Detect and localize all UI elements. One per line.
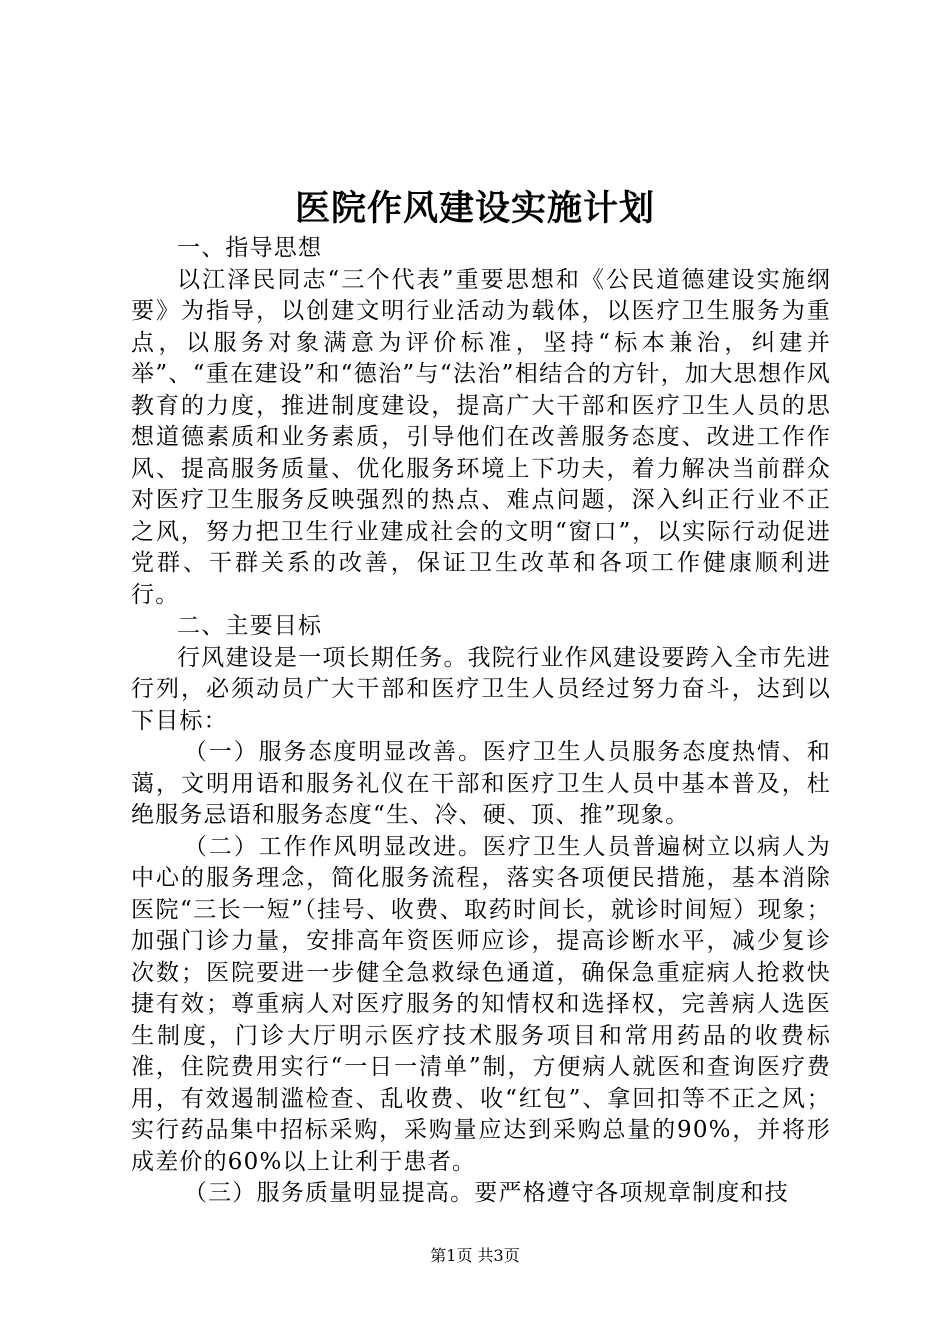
section-heading-main-goals: 二、主要目标 [177, 613, 323, 639]
paragraph-goal-2: （二）工作作风明显改进。医疗卫生人员普遍树立以病人为中心的服务理念，简化服务流程，落实各项便民措施，基本消除医院“三长一短”（挂号、收费、取药时间长，就诊时间短）现象；加强门诊力量，安排高年资医师应诊，提高诊断水平，减少复诊次数；医院要进一步健全急救绿色通道，确保急重症病人抢救快捷有效；尊重病人对医疗服务的知情权和选择权，完善病人选医生制度，门诊大厅明示医疗技术服务项目和常用药品的收费标准，住院费用实行“一日一清单”制，方便病人就医和查询医疗费用，有效遏制滥检查、乱收费、收“红包”、拿回扣等不正之风；实行药品集中招标采购，采购量应达到采购总量的90%，并将形成差价的60%以上让利于患者。 [131, 833, 831, 1175]
section-heading-guiding-ideology: 一、指导思想 [177, 235, 323, 261]
paragraph-goal-1: （一）服务态度明显改善。医疗卫生人员服务态度热情、和蔼，文明用语和服务礼仪在干部和医疗卫生人员中基本普及，杜绝服务忌语和服务态度“生、冷、硬、顶、推”现象。 [131, 739, 831, 828]
paragraph-main-goals-intro: 行风建设是一项长期任务。我院行业作风建设要跨入全市先进行列，必须动员广大干部和医疗卫生人员经过努力奋斗，达到以下目标： [131, 644, 831, 734]
paragraph-goal-3: （三）服务质量明显提高。要严格遵守各项规章制度和技 [183, 1180, 789, 1206]
document-title: 医院作风建设实施计划 [294, 188, 655, 229]
paragraph-guiding-ideology: 以江泽民同志“三个代表”重要思想和《公民道德建设实施纲要》为指导，以创建文明行业活动为载体，以医疗卫生服务为重点，以服务对象满意为评价标准，坚持“标本兼治，纠建并举”、“重在建设”和“德治”与“法治”相结合的方针，加大思想作风教育的力度，推进制度建设，提高广大干部和医疗卫生人员的思想道德素质和业务素质，引导他们在改善服务态度、改进工作作风、提高服务质量、优化服务环境上下功夫，着力解决当前群众对医疗卫生服务反映强烈的热点、难点问题，深入纠正行业不正之风，努力把卫生行业建成社会的文明“窗口”，以实际行动促进党群、干群关系的改善，保证卫生改革和各项工作健康顺利进行。 [131, 266, 831, 608]
document-body [131, 233, 831, 1210]
page-number-footer: 第1页 共3页 [430, 1246, 520, 1265]
